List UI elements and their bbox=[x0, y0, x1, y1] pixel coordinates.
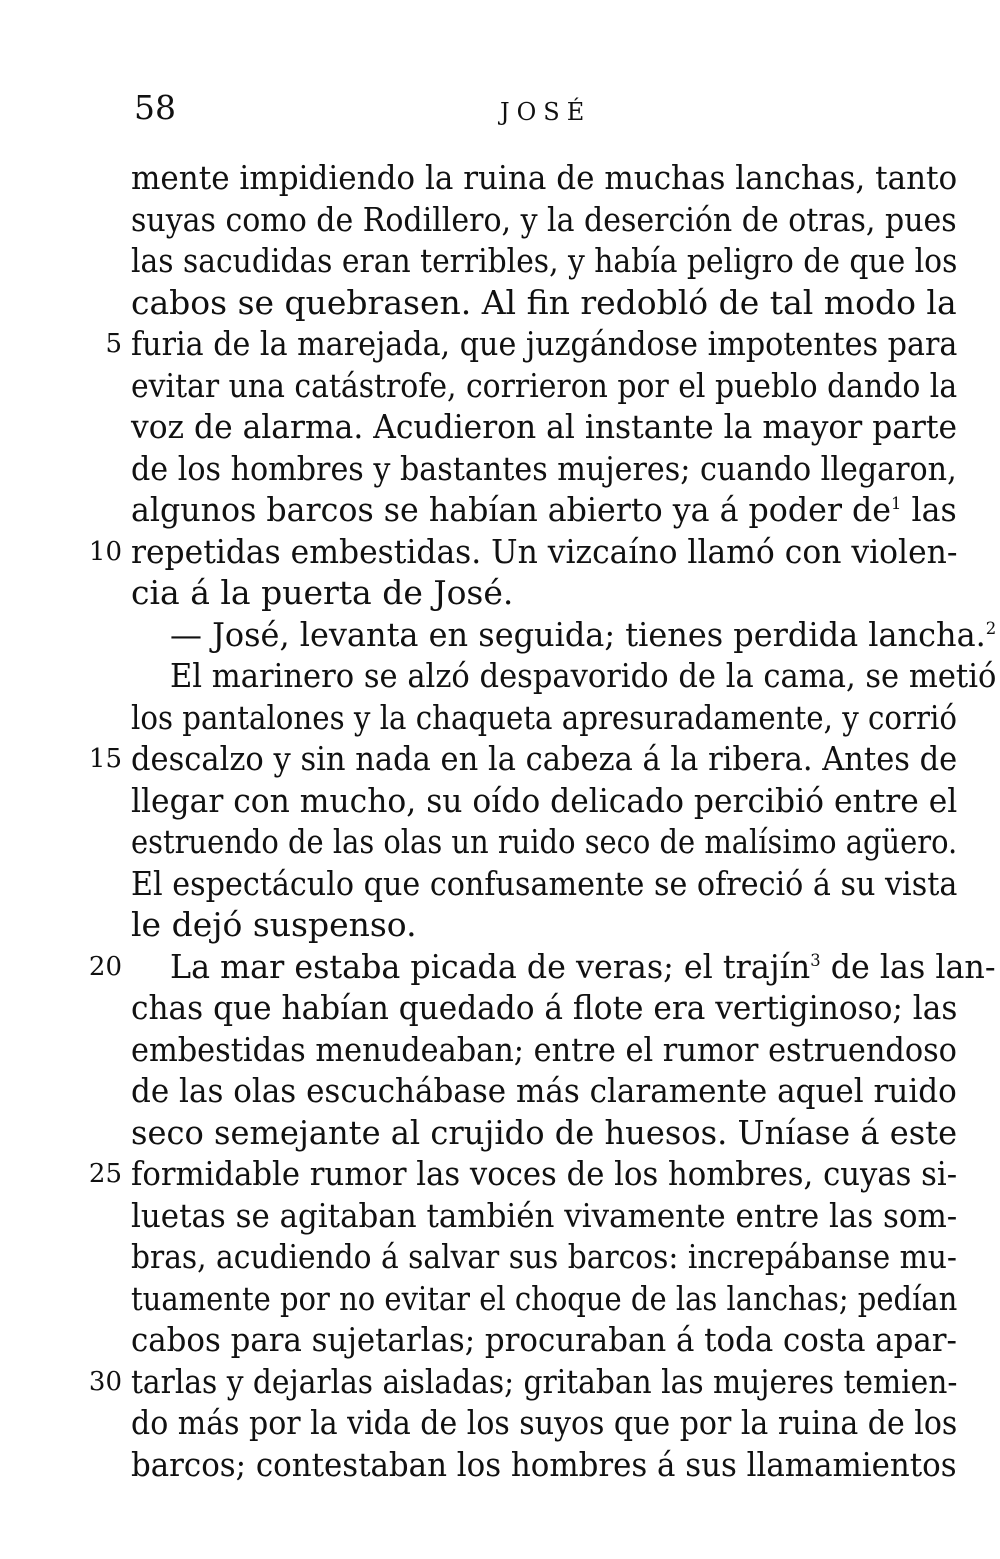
line-text: cabos se quebrasen. Al fin redobló de tal modo la bbox=[131, 283, 957, 322]
line-text: — José, levanta en seguida; tienes perdida lancha. bbox=[170, 615, 986, 654]
footnote-marker: 2 bbox=[985, 619, 997, 639]
line-text: chas que habían quedado á flote era vertiginoso; las bbox=[131, 988, 958, 1027]
line-text: cia á la puerta de José. bbox=[131, 573, 514, 612]
line-text: do más por la vida de los suyos que por la ruina de los bbox=[131, 1403, 958, 1442]
text-line bbox=[131, 323, 958, 365]
text-line bbox=[131, 1278, 958, 1320]
line-text: embestidas menudeaban; entre el rumor estruendoso bbox=[131, 1030, 957, 1069]
line-text: suyas como de Rodillero, y la deserción de otras, pues bbox=[131, 200, 957, 239]
text-line bbox=[131, 1153, 958, 1195]
text-line bbox=[131, 1444, 957, 1486]
line-text: seco semejante al crujido de huesos. Uníase á este bbox=[131, 1113, 958, 1152]
line-text: La mar estaba picada de veras; el trajín bbox=[170, 947, 811, 986]
line-number: 5 bbox=[105, 329, 122, 359]
text-line bbox=[131, 1112, 958, 1154]
line-text: descalzo y sin nada en la cabeza á la ribera. Antes de bbox=[131, 739, 958, 778]
text-line bbox=[131, 1195, 958, 1237]
text-line bbox=[131, 821, 958, 863]
line-text: llegar con mucho, su oído delicado percibió entre el bbox=[131, 781, 958, 820]
text-line bbox=[131, 406, 958, 448]
text-line bbox=[131, 240, 958, 282]
line-text-continuation: las bbox=[901, 490, 957, 529]
line-text: de las olas escuchábase más claramente aquel ruido bbox=[131, 1071, 957, 1110]
line-text: El marinero se alzó despavorido de la cama, se metió bbox=[170, 656, 997, 695]
line-number: 25 bbox=[88, 1159, 122, 1189]
line-text: mente impidiendo la ruina de muchas lanchas, tanto bbox=[131, 158, 958, 197]
text-line bbox=[131, 199, 957, 241]
line-number: 10 bbox=[88, 537, 122, 567]
text-line bbox=[131, 987, 958, 1029]
text-line bbox=[131, 1029, 957, 1071]
text-line bbox=[131, 282, 957, 324]
page-number: 58 bbox=[134, 88, 176, 127]
text-line bbox=[131, 157, 958, 199]
line-text: tarlas y dejarlas aisladas; gritaban las mujeres temien- bbox=[131, 1362, 958, 1401]
line-text: las sacudidas eran terribles, y había peligro de que los bbox=[131, 241, 958, 280]
line-text: furia de la marejada, que juzgándose impotentes para bbox=[131, 324, 958, 363]
line-text: cabos para sujetarlas; procuraban á toda costa apar- bbox=[131, 1320, 957, 1359]
line-number: 30 bbox=[88, 1367, 122, 1397]
text-line bbox=[131, 863, 958, 905]
text-line bbox=[131, 531, 958, 573]
text-line bbox=[131, 572, 957, 614]
line-text: estruendo de las olas un ruido seco de malísimo agüero. bbox=[131, 822, 958, 861]
text-line bbox=[131, 697, 957, 739]
text-line bbox=[131, 1319, 957, 1361]
running-head-title: JOSÉ bbox=[500, 98, 592, 126]
line-text: repetidas embestidas. Un vizcaíno llamó con violen- bbox=[131, 532, 958, 571]
text-line bbox=[131, 489, 957, 531]
text-line bbox=[131, 738, 958, 780]
line-text: voz de alarma. Acudieron al instante la mayor parte bbox=[131, 407, 958, 446]
line-text: tuamente por no evitar el choque de las lanchas; pedían bbox=[131, 1279, 958, 1318]
line-text: evitar una catástrofe, corrieron por el pueblo dando la bbox=[131, 366, 958, 405]
text-line bbox=[170, 946, 996, 988]
footnote-marker: 3 bbox=[810, 951, 821, 971]
line-text: formidable rumor las voces de los hombres, cuyas si- bbox=[131, 1154, 958, 1193]
line-text: los pantalones y la chaqueta apresuradamente, y corrió bbox=[131, 698, 957, 737]
line-text: algunos barcos se habían abierto ya á poder de bbox=[131, 490, 892, 529]
text-line bbox=[170, 614, 997, 656]
line-text: de los hombres y bastantes mujeres; cuando llegaron, bbox=[131, 449, 957, 488]
line-text: bras, acudiendo á salvar sus barcos: increpábanse mu- bbox=[131, 1237, 957, 1276]
text-line bbox=[131, 904, 957, 946]
line-text: barcos; contestaban los hombres á sus llamamientos bbox=[131, 1445, 957, 1484]
text-line bbox=[131, 780, 958, 822]
text-line bbox=[131, 1402, 958, 1444]
line-text: luetas se agitaban también vivamente entre las som- bbox=[131, 1196, 958, 1235]
line-text-continuation: de las lan- bbox=[820, 947, 996, 986]
text-line bbox=[131, 1361, 958, 1403]
text-line bbox=[131, 365, 958, 407]
text-line bbox=[131, 1070, 957, 1112]
line-number: 15 bbox=[88, 744, 122, 774]
footnote-marker: 1 bbox=[891, 494, 902, 514]
line-number: 20 bbox=[88, 952, 122, 982]
text-line bbox=[170, 655, 997, 697]
line-text: le dejó suspenso. bbox=[131, 905, 417, 944]
line-text: El espectáculo que confusamente se ofreció á su vista bbox=[131, 864, 958, 903]
text-line bbox=[131, 448, 957, 490]
text-line bbox=[131, 1236, 957, 1278]
